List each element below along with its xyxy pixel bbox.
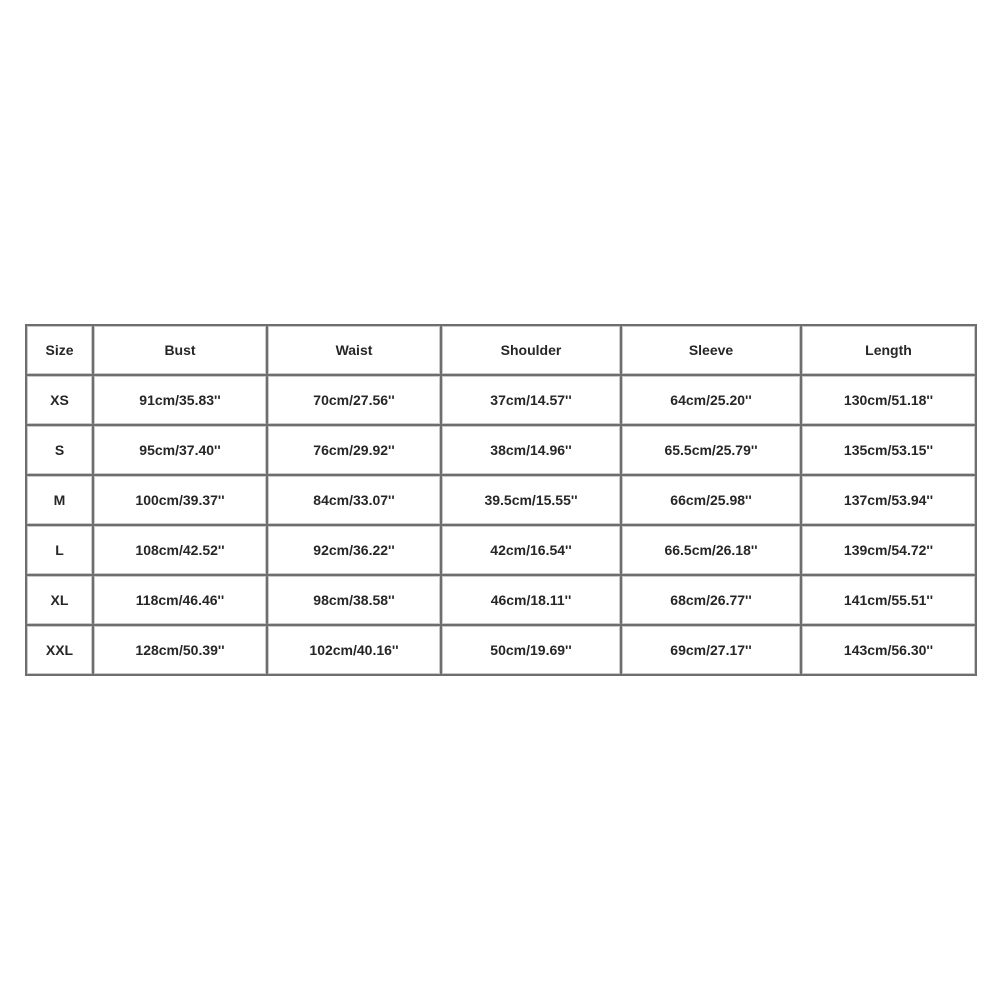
shoulder-cell: 38cm/14.96'' [441, 425, 621, 475]
table-row [26, 475, 976, 525]
shoulder-cell: 37cm/14.57'' [441, 375, 621, 425]
length-cell: 130cm/51.18'' [801, 375, 976, 425]
bust-cell: 108cm/42.52'' [93, 525, 267, 575]
waist-cell: 76cm/29.92'' [267, 425, 441, 475]
length-cell: 143cm/56.30'' [801, 625, 976, 675]
size-cell: M [26, 475, 93, 525]
size-cell: XL [26, 575, 93, 625]
sleeve-cell: 68cm/26.77'' [621, 575, 801, 625]
shoulder-cell: 39.5cm/15.55'' [441, 475, 621, 525]
header-cell-sleeve: Sleeve [621, 325, 801, 375]
table-row [26, 425, 976, 475]
waist-cell: 102cm/40.16'' [267, 625, 441, 675]
header-cell-waist: Waist [267, 325, 441, 375]
header-cell-shoulder: Shoulder [441, 325, 621, 375]
sleeve-cell: 69cm/27.17'' [621, 625, 801, 675]
bust-cell: 95cm/37.40'' [93, 425, 267, 475]
waist-cell: 84cm/33.07'' [267, 475, 441, 525]
size-chart-table [25, 324, 977, 676]
table-row [26, 625, 976, 675]
size-cell: L [26, 525, 93, 575]
sleeve-cell: 66cm/25.98'' [621, 475, 801, 525]
shoulder-cell: 42cm/16.54'' [441, 525, 621, 575]
shoulder-cell: 46cm/18.11'' [441, 575, 621, 625]
waist-cell: 70cm/27.56'' [267, 375, 441, 425]
table-row [26, 525, 976, 575]
size-cell: XXL [26, 625, 93, 675]
size-cell: XS [26, 375, 93, 425]
sleeve-cell: 64cm/25.20'' [621, 375, 801, 425]
header-cell-size: Size [26, 325, 93, 375]
table-row [26, 575, 976, 625]
bust-cell: 118cm/46.46'' [93, 575, 267, 625]
header-cell-length: Length [801, 325, 976, 375]
sleeve-cell: 66.5cm/26.18'' [621, 525, 801, 575]
waist-cell: 98cm/38.58'' [267, 575, 441, 625]
waist-cell: 92cm/36.22'' [267, 525, 441, 575]
length-cell: 139cm/54.72'' [801, 525, 976, 575]
bust-cell: 100cm/39.37'' [93, 475, 267, 525]
bust-cell: 128cm/50.39'' [93, 625, 267, 675]
shoulder-cell: 50cm/19.69'' [441, 625, 621, 675]
header-row [26, 325, 976, 375]
table-row [26, 375, 976, 425]
size-cell: S [26, 425, 93, 475]
bust-cell: 91cm/35.83'' [93, 375, 267, 425]
length-cell: 135cm/53.15'' [801, 425, 976, 475]
length-cell: 137cm/53.94'' [801, 475, 976, 525]
sleeve-cell: 65.5cm/25.79'' [621, 425, 801, 475]
length-cell: 141cm/55.51'' [801, 575, 976, 625]
header-cell-bust: Bust [93, 325, 267, 375]
